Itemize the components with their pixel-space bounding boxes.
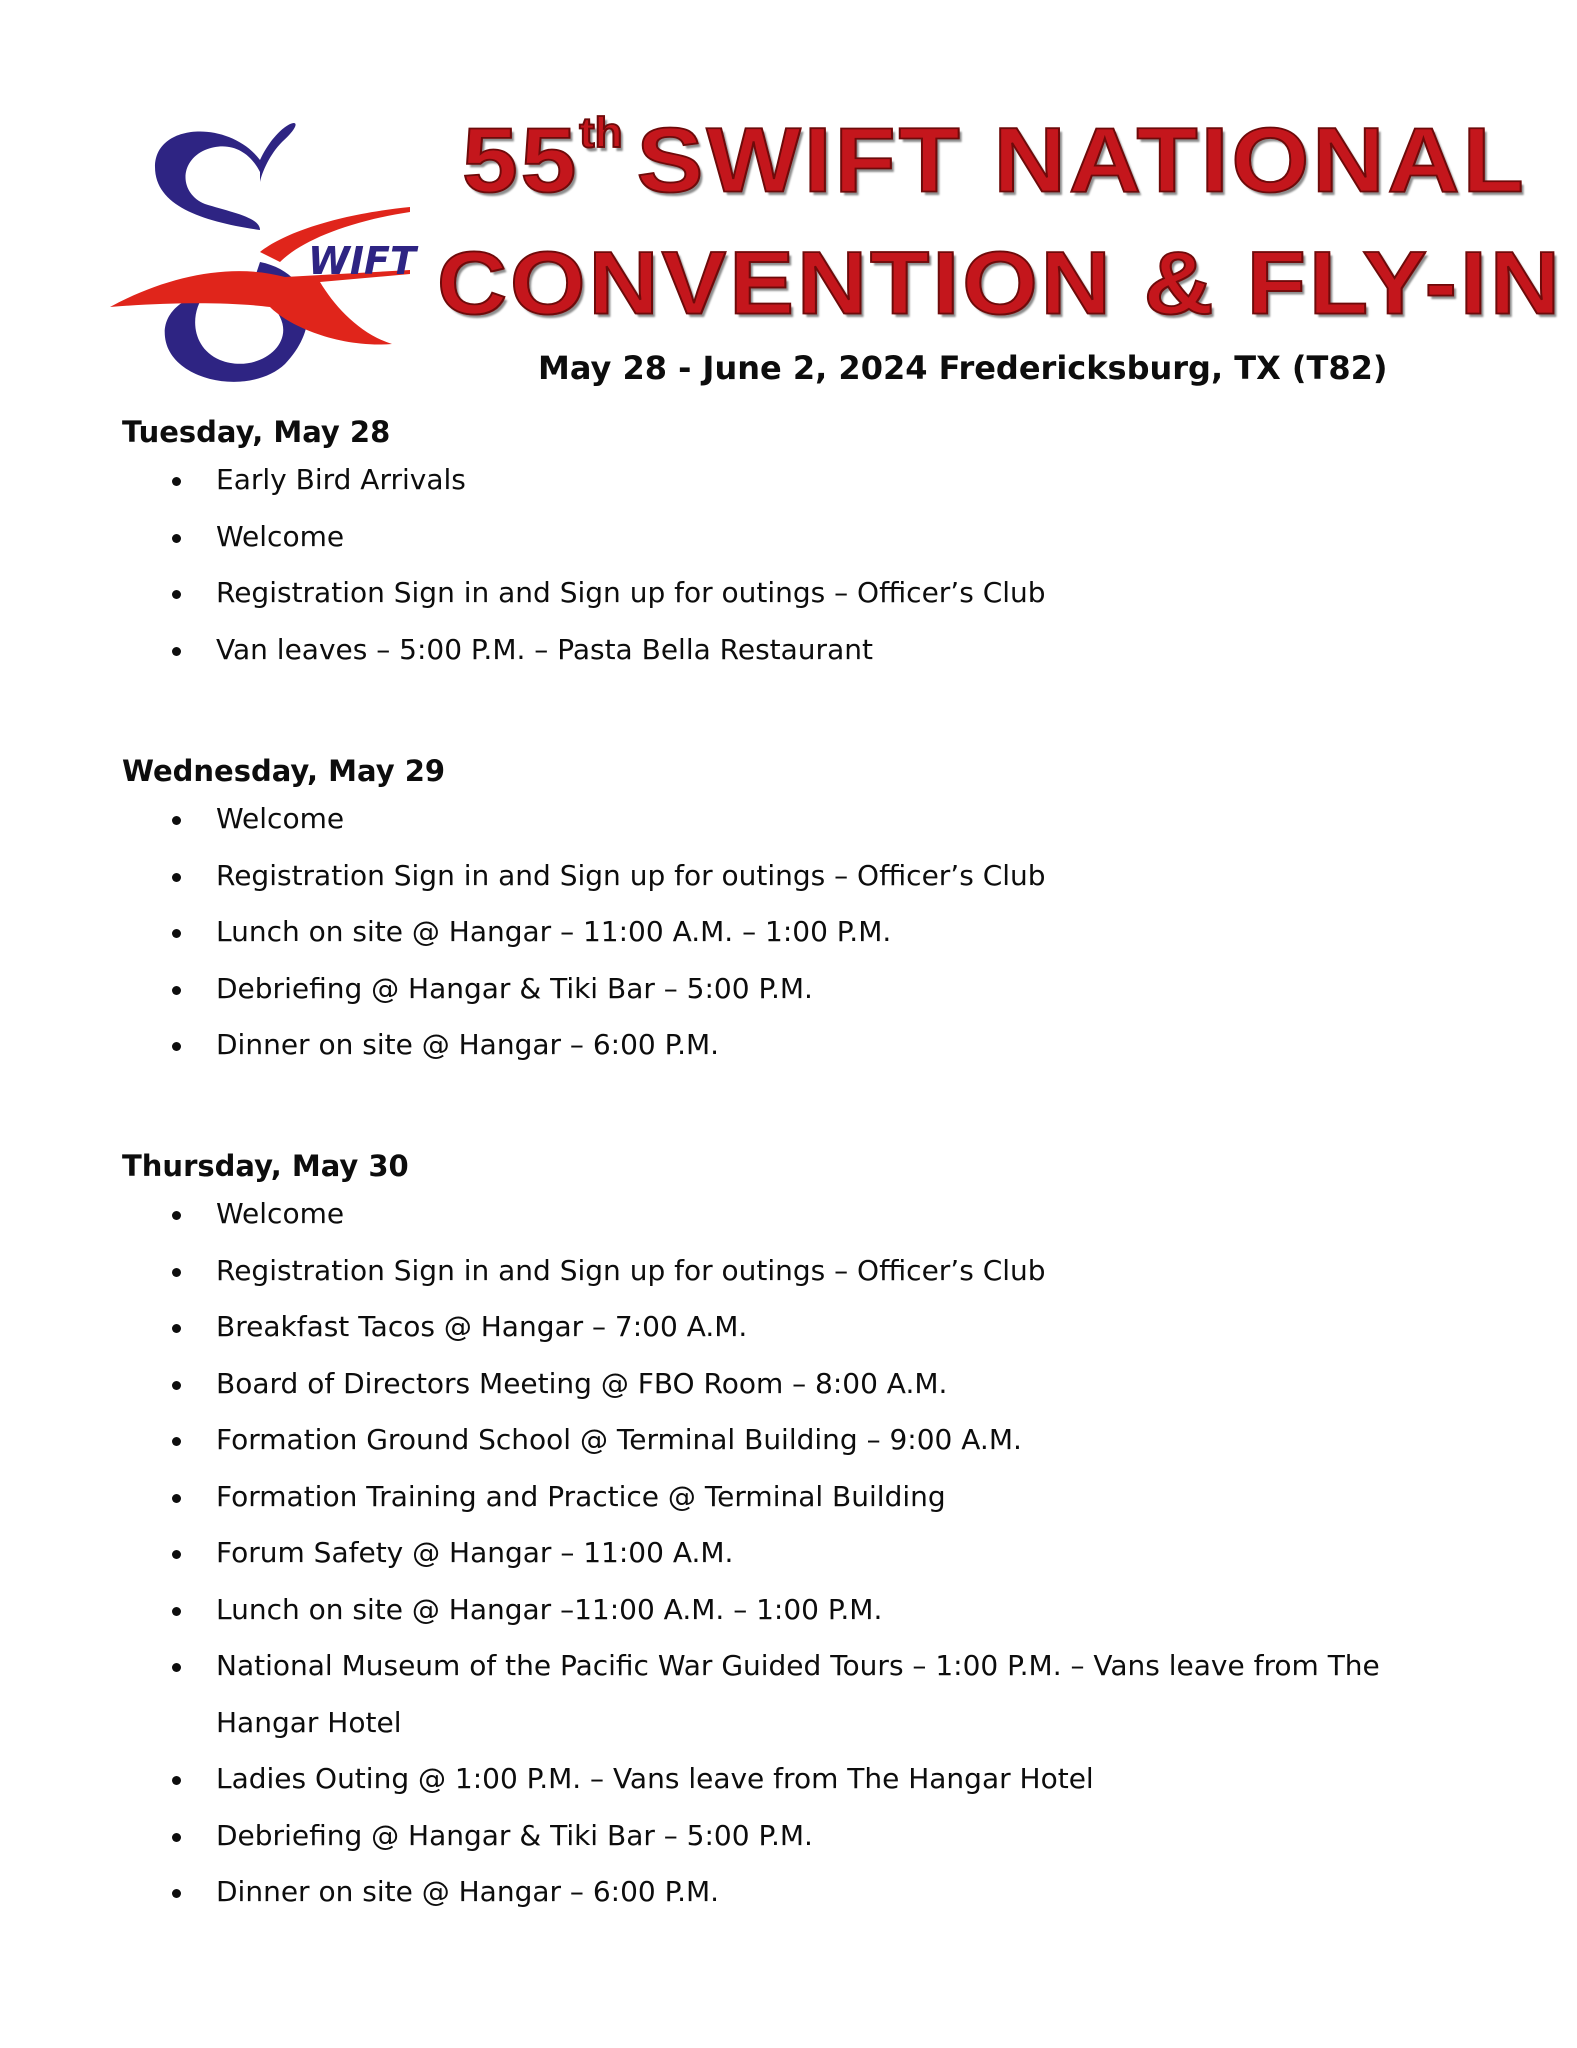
schedule-list <box>122 791 1442 1074</box>
day-heading: Tuesday, May 28 <box>122 415 391 449</box>
list-item: Debriefing @ Hangar & Tiki Bar – 5:00 P.M. <box>122 961 1442 1018</box>
bullet-icon <box>172 647 181 656</box>
schedule-list <box>122 1186 1442 1921</box>
day-section-wednesday <box>122 751 1442 1074</box>
list-item: Forum Safety @ Hangar – 11:00 A.M. <box>122 1525 1442 1582</box>
bullet-icon <box>172 1889 181 1898</box>
logo-text: WIFT <box>308 239 416 283</box>
bullet-icon <box>172 873 181 882</box>
title-line-1 <box>462 108 1527 212</box>
list-item: Formation Ground School @ Terminal Building – 9:00 A.M. <box>122 1412 1442 1469</box>
bullet-icon <box>172 1833 181 1842</box>
logo-s-upper-icon <box>155 132 260 230</box>
list-item: Early Bird Arrivals <box>122 452 1442 509</box>
list-item: Welcome <box>122 791 1442 848</box>
bullet-icon <box>172 590 181 599</box>
list-item: Formation Training and Practice @ Terminal Building <box>122 1469 1442 1526</box>
bullet-icon <box>172 534 181 543</box>
bullet-icon <box>172 1550 181 1559</box>
title-line-2: CONVENTION & FLY-IN <box>437 232 1563 333</box>
title-ordinal: th <box>579 108 623 157</box>
list-item: Board of Directors Meeting @ FBO Room – 8:00 A.M. <box>122 1356 1442 1413</box>
day-section-tuesday <box>122 412 1442 678</box>
list-item: Debriefing @ Hangar & Tiki Bar – 5:00 P.M. <box>122 1808 1442 1865</box>
list-item: Ladies Outing @ 1:00 P.M. – Vans leave from The Hangar Hotel <box>122 1751 1442 1808</box>
bullet-icon <box>172 816 181 825</box>
list-item: Registration Sign in and Sign up for outings – Officer’s Club <box>122 848 1442 905</box>
bullet-icon <box>172 1437 181 1446</box>
list-item: Lunch on site @ Hangar – 11:00 A.M. – 1:00 P.M. <box>122 904 1442 961</box>
bullet-icon <box>172 929 181 938</box>
list-item: Dinner on site @ Hangar – 6:00 P.M. <box>122 1864 1442 1921</box>
event-dates-location: May 28 - June 2, 2024 Fredericksburg, TX (T82) <box>538 349 1388 387</box>
day-heading: Thursday, May 30 <box>122 1149 409 1183</box>
bullet-icon <box>172 1494 181 1503</box>
list-item: Lunch on site @ Hangar –11:00 A.M. – 1:00 P.M. <box>122 1582 1442 1639</box>
list-item: National Museum of the Pacific War Guided Tours – 1:00 P.M. – Vans leave from The Hangar Hotel <box>122 1638 1442 1751</box>
bullet-icon <box>172 1607 181 1616</box>
bullet-icon <box>172 1381 181 1390</box>
list-item: Dinner on site @ Hangar – 6:00 P.M. <box>122 1017 1442 1074</box>
title-rest: SWIFT NATIONAL <box>636 108 1527 212</box>
list-item: Registration Sign in and Sign up for outings – Officer’s Club <box>122 1243 1442 1300</box>
bullet-icon <box>172 1776 181 1785</box>
day-section-thursday <box>122 1146 1442 1921</box>
title-number: 55 <box>462 108 580 212</box>
bullet-icon <box>172 477 181 486</box>
day-heading: Wednesday, May 29 <box>122 754 446 788</box>
list-item: Registration Sign in and Sign up for outings – Officer’s Club <box>122 565 1442 622</box>
list-item: Welcome <box>122 509 1442 566</box>
bullet-icon <box>172 1042 181 1051</box>
bullet-icon <box>172 1324 181 1333</box>
list-item: Breakfast Tacos @ Hangar – 7:00 A.M. <box>122 1299 1442 1356</box>
bullet-icon <box>172 986 181 995</box>
bullet-icon <box>172 1663 181 1672</box>
list-item: Van leaves – 5:00 P.M. – Pasta Bella Restaurant <box>122 622 1442 679</box>
swift-logo <box>110 112 420 392</box>
bullet-icon <box>172 1268 181 1277</box>
bullet-icon <box>172 1211 181 1220</box>
schedule-list <box>122 452 1442 678</box>
list-item: Welcome <box>122 1186 1442 1243</box>
